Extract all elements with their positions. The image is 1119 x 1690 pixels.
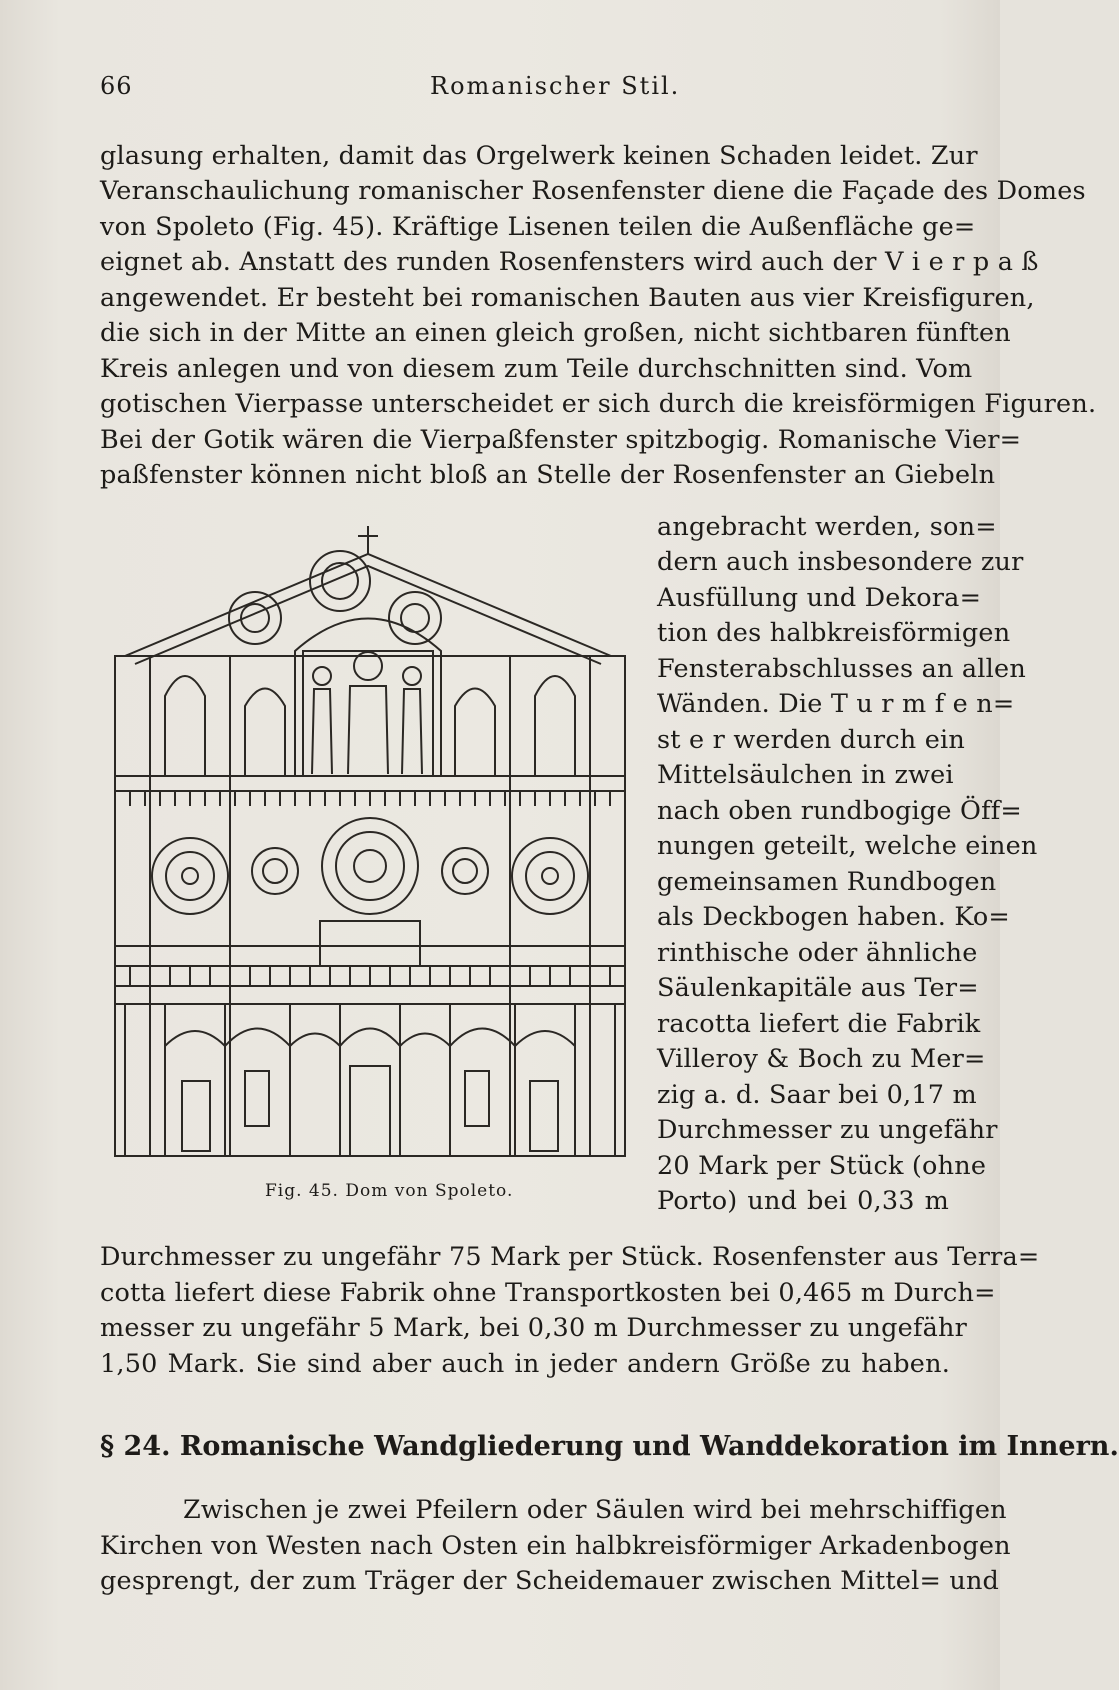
- text-line: eignet ab. Anstatt des runden Rosenfensters wird auch der V i e r p a ß: [100, 247, 1039, 277]
- text-line: glasung erhalten, damit das Orgelwerk keinen Schaden leidet. Zur: [100, 141, 978, 171]
- text-line: nach oben rundbogige Öff=: [657, 796, 1022, 826]
- text-line: die sich in der Mitte an einen gleich großen, nicht sichtbaren fünften: [100, 318, 1011, 348]
- text-line: Durchmesser zu ungefähr: [657, 1115, 998, 1145]
- text-line: angewendet. Er besteht bei romanischen Bauten aus vier Kreisfiguren,: [100, 283, 1035, 313]
- text-line: Kirchen von Westen nach Osten ein halbkreisförmiger Arkadenbogen: [100, 1531, 1011, 1561]
- text-line: von Spoleto (Fig. 45). Kräftige Lisenen teilen die Außenfläche ge=: [100, 212, 976, 242]
- text-line: paßfenster können nicht bloß an Stelle der Rosenfenster an Giebeln: [100, 460, 996, 490]
- text-line: Veranschaulichung romanischer Rosenfenster diene die Façade des Domes: [100, 176, 1086, 206]
- text-line: Säulenkapitäle aus Ter=: [657, 973, 979, 1003]
- text-line: tion des halbkreisförmigen: [657, 618, 1011, 648]
- text-line: st e r werden durch ein: [657, 725, 965, 755]
- text-line: Mittelsäulchen in zwei: [657, 760, 954, 790]
- text-line: dern auch insbesondere zur: [657, 547, 1024, 577]
- text-line: gemeinsamen Rundbogen: [657, 867, 997, 897]
- text-line: nungen geteilt, welche einen: [657, 831, 1038, 861]
- text-line: Durchmesser zu ungefähr 75 Mark per Stück. Rosenfenster aus Terra=: [100, 1242, 1040, 1272]
- text-line: zig a. d. Saar bei 0,17 m: [657, 1080, 977, 1110]
- figure-spoleto-cathedral: [110, 526, 630, 1166]
- cathedral-facade-engraving-icon: [110, 526, 630, 1166]
- text-line: racotta liefert die Fabrik: [657, 1009, 981, 1039]
- text-line: 20 Mark per Stück (ohne: [657, 1151, 987, 1181]
- text-line: messer zu ungefähr 5 Mark, bei 0,30 m Durchmesser zu ungefähr: [100, 1313, 968, 1343]
- page-number: 66: [100, 72, 133, 100]
- text-line: gotischen Vierpasse unterscheidet er sich durch die kreisförmigen Figuren.: [100, 389, 1097, 419]
- text-line: Ausfüllung und Dekora=: [657, 583, 982, 613]
- text-line: Porto) und bei 0,33 m: [657, 1186, 949, 1216]
- figure-caption: Fig. 45. Dom von Spoleto.: [265, 1181, 514, 1201]
- text-line: als Deckbogen haben. Ko=: [657, 902, 1010, 932]
- text-line: Zwischen je zwei Pfeilern oder Säulen wird bei mehrschiffigen: [183, 1495, 1007, 1525]
- text-line: rinthische oder ähnliche: [657, 938, 978, 968]
- page-header: [100, 72, 950, 112]
- text-line: Fensterabschlusses an allen: [657, 654, 1026, 684]
- running-title: Romanischer Stil.: [430, 72, 681, 100]
- section-heading: § 24. Romanische Wandgliederung und Wanddekoration im Innern.: [100, 1431, 1119, 1462]
- text-line: gesprengt, der zum Träger der Scheidemauer zwischen Mittel= und: [100, 1566, 1000, 1596]
- text-line: Bei der Gotik wären die Vierpaßfenster spitzbogig. Romanische Vier=: [100, 425, 1022, 455]
- text-line: Villeroy & Boch zu Mer=: [657, 1044, 986, 1074]
- text-line: cotta liefert diese Fabrik ohne Transportkosten bei 0,465 m Durch=: [100, 1278, 996, 1308]
- text-line: angebracht werden, son=: [657, 512, 997, 542]
- text-line: Wänden. Die T u r m f e n=: [657, 689, 1015, 719]
- text-line: 1,50 Mark. Sie sind aber auch in jeder andern Größe zu haben.: [100, 1349, 950, 1379]
- text-line: Kreis anlegen und von diesem zum Teile durchschnitten sind. Vom: [100, 354, 973, 384]
